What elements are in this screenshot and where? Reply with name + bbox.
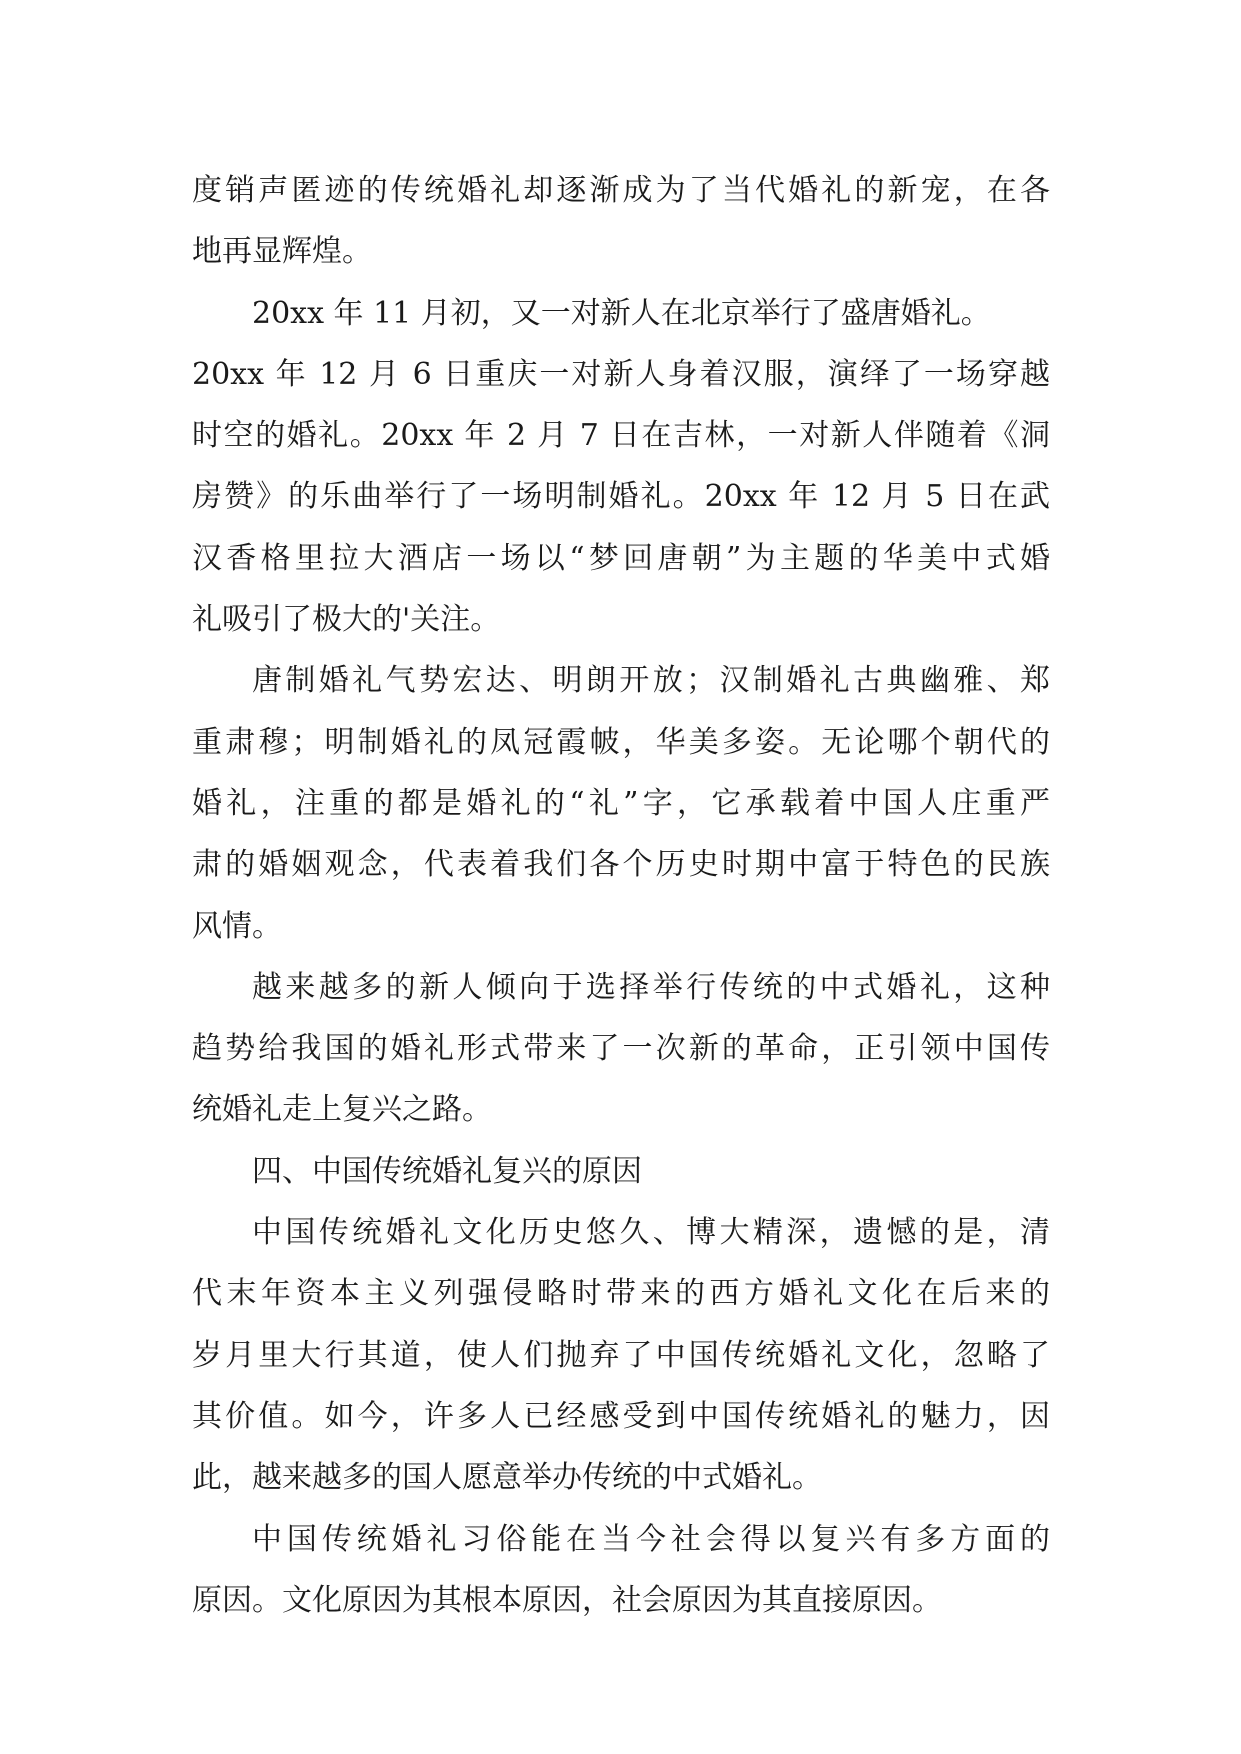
text-line: 时空的婚礼。20xx 年 2 月 7 日在吉林，一对新人伴随着《洞: [192, 418, 1050, 454]
text-line: 度销声匿迹的传统婚礼却逐渐成为了当代婚礼的新宠，在各: [192, 173, 1050, 208]
text-line: 趋势给我国的婚礼形式带来了一次新的革命，正引领中国传: [192, 1031, 1050, 1067]
document-body: [192, 160, 1050, 1631]
section-heading: 四、中国传统婚礼复兴的原因: [252, 1153, 642, 1189]
text-line: 20xx 年 12 月 6 日重庆一对新人身着汉服，演绎了一场穿越: [192, 356, 1050, 392]
text-line: 风情。: [192, 908, 282, 944]
text-line: 20xx 年 11 月初，又一对新人在北京举行了盛唐婚礼。: [252, 295, 991, 331]
text-line: 礼吸引了极大的'关注。: [192, 602, 501, 638]
text-line: 岁月里大行其道，使人们抛弃了中国传统婚礼文化，忽略了: [192, 1337, 1050, 1373]
text-line: 代末年资本主义列强侵略时带来的西方婚礼文化在后来的: [192, 1276, 1050, 1312]
text-line: 地再显辉煌。: [192, 234, 372, 270]
text-line: 其价值。如今，许多人已经感受到中国传统婚礼的魅力，因: [192, 1398, 1050, 1434]
text-line: 重肃穆；明制婚礼的凤冠霞帔，华美多姿。无论哪个朝代的: [192, 724, 1050, 760]
text-line: 唐制婚礼气势宏达、明朗开放；汉制婚礼古典幽雅、郑: [252, 663, 1050, 699]
text-line: 中国传统婚礼习俗能在当今社会得以复兴有多方面的: [252, 1521, 1050, 1557]
text-line: 房赞》的乐曲举行了一场明制婚礼。20xx 年 12 月 5 日在武: [192, 479, 1050, 515]
text-line: 肃的婚姻观念，代表着我们各个历史时期中富于特色的民族: [192, 847, 1050, 883]
text-line: 中国传统婚礼文化历史悠久、博大精深，遗憾的是，清: [252, 1215, 1050, 1251]
text-line: 统婚礼走上复兴之路。: [192, 1092, 492, 1128]
text-line: 越来越多的新人倾向于选择举行传统的中式婚礼，这种: [252, 969, 1050, 1005]
text-line: 原因。文化原因为其根本原因，社会原因为其直接原因。: [192, 1582, 942, 1618]
text-line: 婚礼，注重的都是婚礼的“礼”字，它承载着中国人庄重严: [192, 785, 1050, 821]
text-line: 汉香格里拉大酒店一场以“梦回唐朝”为主题的华美中式婚: [192, 540, 1050, 576]
text-line: 此，越来越多的国人愿意举办传统的中式婚礼。: [192, 1460, 822, 1496]
